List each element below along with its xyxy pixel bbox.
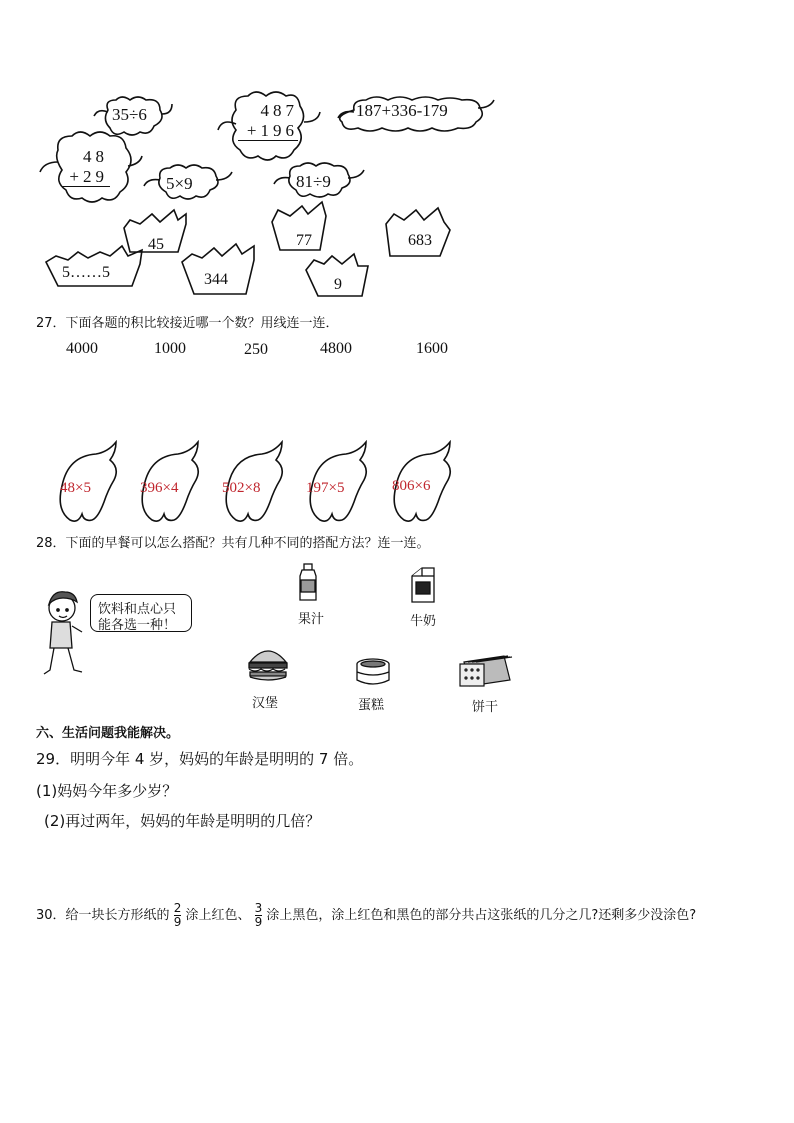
q27-prompt: 27．下面各题的积比较接近哪一个数？用线连一连． [36,316,339,331]
crown-1-value: 45 [148,236,164,253]
crown-2-value: 77 [296,232,312,249]
crown-5-value: 344 [204,271,228,288]
juice-bottle-icon [296,562,320,602]
crown-6-value: 9 [334,276,342,293]
snack-hamburger-label: 汉堡 [252,696,279,711]
crown-4-value: 5……5 [62,264,110,281]
q27-expr-5: 806×6 [392,478,431,494]
cloud-6-expression: 81÷9 [296,172,331,191]
cloud-4-rule [62,186,110,187]
biscuit-icon [456,654,514,690]
drink-milk-label: 牛奶 [410,614,437,629]
snack-cake-label: 蛋糕 [358,698,385,713]
q27-expr-4: 197×5 [306,480,345,496]
q29-prompt: 29．明明今年 4 岁，妈妈的年龄是明明的 7 倍。 [36,750,364,768]
cloud-5-expression: 5×9 [166,174,193,193]
q27-expr-1: 48×5 [60,480,91,496]
speech-line-1: 饮料和点心只 [98,602,177,617]
q27-target-4: 4800 [320,340,352,357]
q30-prompt [36,902,696,929]
cloud-3-expression: 187+336-179 [356,101,448,120]
q30-text-c: 涂上黑色，涂上红色和黑色的部分共占这张纸的几分之几?还剩多少没涂色? [266,908,697,923]
hamburger-icon [246,644,290,684]
speech-line-2: 能各选一种！ [98,618,177,633]
cloud-2-bottom: +196 [246,121,298,140]
drink-juice-label: 果汁 [298,612,325,627]
boy-illustration [34,588,94,680]
cloud-4-top: 48 [83,147,108,166]
fraction-3-9 [255,902,263,929]
q30-text-a: 30．给一块长方形纸的 [36,908,170,923]
snack-biscuit-label: 饼干 [472,700,499,715]
fraction-1-denominator: 9 [173,915,182,929]
q30-text-b: 涂上红色、 [185,908,251,923]
crown-3-value: 683 [408,232,432,249]
q29-part-1: (1)妈妈今年多少岁？ [36,782,178,800]
cloud-4-bottom: +29 [69,167,108,186]
fraction-2-numerator: 3 [254,901,263,915]
cloud-1-expression: 35÷6 [112,105,147,124]
fraction-2-9 [174,902,182,929]
q27-target-3: 250 [244,341,268,358]
q27-expr-2: 396×4 [140,480,179,496]
q27-target-2: 1000 [154,340,186,357]
q29-part-2: (2)再过两年，妈妈的年龄是明明的几倍？ [44,812,321,830]
q27-target-5: 1600 [416,340,448,357]
cloud-2-rule [238,140,298,141]
q27-expr-3: 502×8 [222,480,261,496]
q28-prompt: 28．下面的早餐可以怎么搭配？共有几种不同的搭配方法？连一连。 [36,536,430,551]
q27-target-1: 4000 [66,340,98,357]
cloud-crown-diagram [0,0,794,310]
section-6-title: 六、生活问题我能解决。 [36,726,180,741]
cake-icon [354,656,392,688]
fraction-2-denominator: 9 [254,915,263,929]
fraction-1-numerator: 2 [173,901,182,915]
milk-carton-icon [408,566,438,604]
cloud-2-top: 487 [260,101,298,120]
